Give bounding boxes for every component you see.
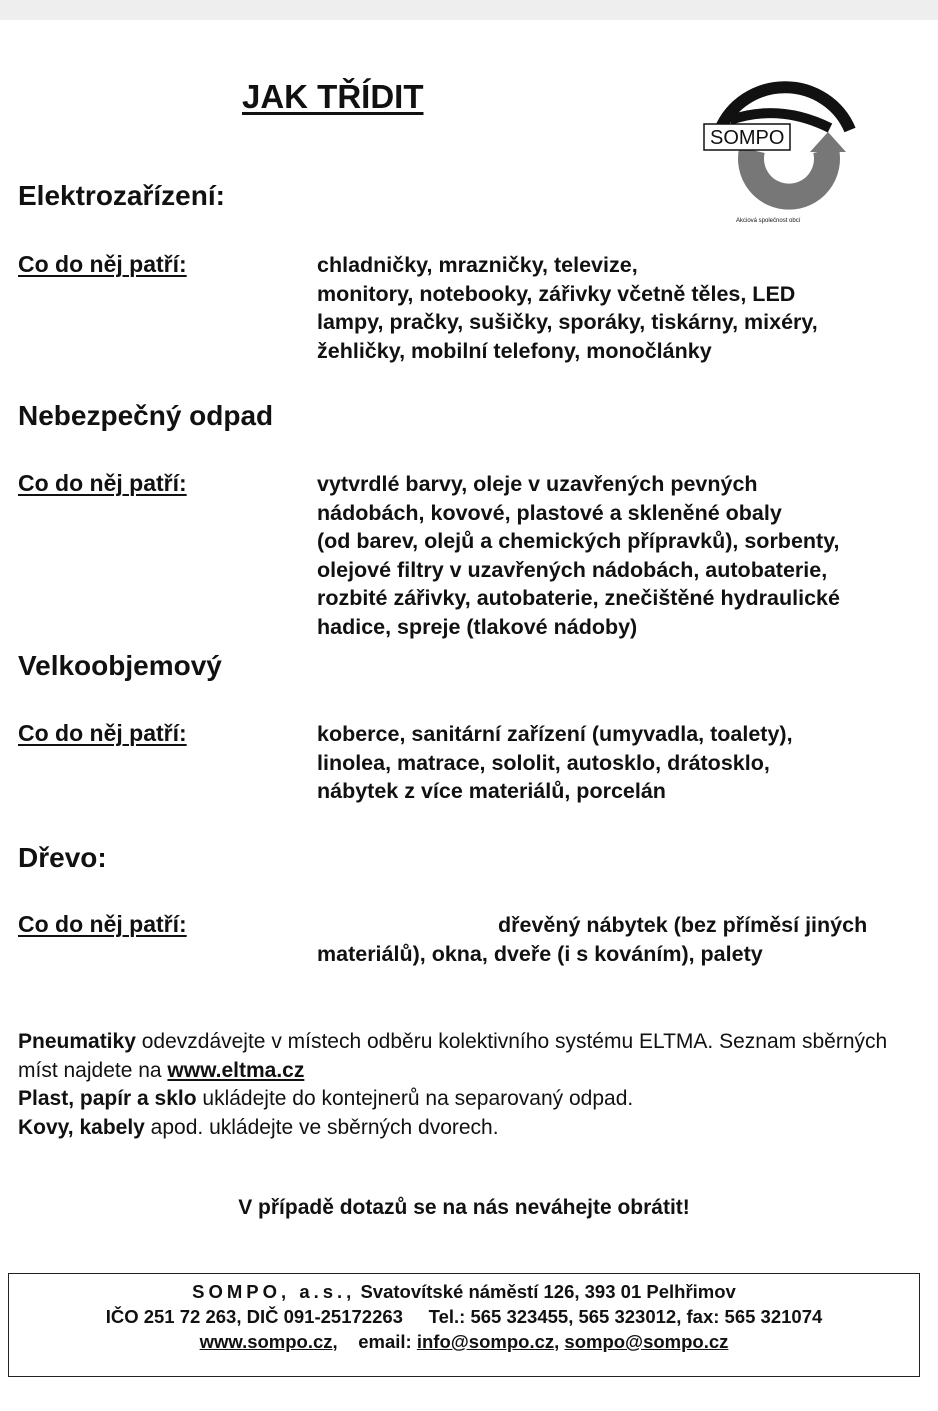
item-line: linolea, matrace, sololit, autosklo, drátosklo, (317, 750, 770, 775)
footer-web-link[interactable]: www.sompo.cz (199, 1331, 333, 1352)
item-line: nádobách, kovové, plastové a skleněné obaly (317, 500, 782, 525)
item-line: rozbité zářivky, autobaterie, znečištěné hydraulické (317, 586, 840, 610)
note-text: odevzdávejte v místech odběru kolektivního systému ELTMA. Seznam sběrných míst najdete na (18, 1030, 888, 1082)
item-line: žehličky, mobilní telefony, monočlánky (317, 338, 712, 363)
section-label-nebezpecny: Co do něj patří: (18, 470, 187, 496)
notes-block (18, 1028, 923, 1142)
note-bold: Kovy, kabely (18, 1115, 145, 1139)
section-heading-velkoobjemovy: Velkoobjemový (18, 650, 222, 681)
item-line: olejové filtry v uzavřených nádobách, autobaterie, (317, 557, 828, 582)
footer-email-info[interactable]: info@sompo.cz (416, 1331, 555, 1352)
footer-address-line (9, 1279, 919, 1304)
item-line: chladničky, mrazničky, televize, (317, 253, 638, 277)
footer-phones: Tel.: 565 323455, 565 323012, fax: 565 321074 (428, 1306, 823, 1327)
section-heading-elektro: Elektrozařízení: (18, 180, 225, 211)
section-label-drevo: Co do něj patří: (18, 911, 187, 937)
page-title: JAK TŘÍDIT (242, 78, 424, 115)
item-line: materiálů), okna, dveře (i s kováním), palety (317, 941, 763, 966)
logo-arrow-head (810, 132, 846, 152)
sompo-logo (700, 68, 870, 228)
footer-ids: IČO 251 72 263, DIČ 091-25172263 (105, 1306, 403, 1327)
logo-text: SOMPO (710, 127, 785, 149)
note-text: apod. ukládejte ve sběrných dvorech. (144, 1115, 499, 1139)
section-items-elektro (317, 251, 917, 365)
section-items-velkoobjemovy (317, 720, 917, 806)
section-label-velkoobjemovy: Co do něj patří: (18, 720, 187, 746)
logo-arrow-ring (751, 150, 827, 197)
note-bold: Plast, papír a sklo (18, 1087, 197, 1110)
closing-message: V případě dotazů se na nás neváhejte obrátit! (238, 1196, 690, 1219)
item-line: monitory, notebooky, zářivky včetně těles, LED (317, 281, 796, 306)
section-items-nebezpecny (317, 470, 917, 641)
item-line: vytvrdlé barvy, oleje v uzavřených pevných (317, 472, 758, 496)
item-line: (od barev, olejů a chemických přípravků), sorbenty, (317, 529, 840, 553)
section-items-drevo (317, 911, 917, 968)
note-pneumatiky (18, 1028, 923, 1085)
item-line: nábytek z více materiálů, porcelán (317, 779, 666, 803)
item-line: koberce, sanitární zařízení (umyvadla, toalety), (317, 722, 793, 746)
top-margin-strip (0, 0, 938, 20)
eltma-link[interactable]: www.eltma.cz (167, 1058, 305, 1082)
footer-company: SOMPO, a.s., (192, 1281, 356, 1302)
logo-caption: Akciová společnost obcí (736, 218, 801, 224)
note-text: ukládejte do kontejnerů na separovaný odpad. (196, 1087, 634, 1110)
footer-address: Svatovítské náměstí 126, 393 01 Pelhřimov (355, 1281, 736, 1302)
section-heading-nebezpecny: Nebezpečný odpad (18, 400, 274, 431)
footer-web-line: www.sompo.cz, email: info@sompo.cz, sompo@sompo.cz (199, 1331, 729, 1352)
section-label-elektro: Co do něj patří: (18, 251, 187, 277)
footer-email-label: email: (358, 1331, 412, 1352)
item-line: dřevěný nábytek (bez příměsí jiných (498, 913, 868, 937)
footer-ids-line (9, 1304, 919, 1329)
item-line: hadice, spreje (tlakové nádoby) (317, 614, 638, 639)
note-kovy (18, 1114, 923, 1143)
section-heading-drevo: Dřevo: (18, 842, 107, 873)
note-plast (18, 1085, 923, 1114)
footer-email-sompo[interactable]: sompo@sompo.cz (564, 1331, 729, 1352)
contact-footer (8, 1273, 920, 1377)
note-bold: Pneumatiky (18, 1030, 136, 1053)
item-line: lampy, pračky, sušičky, sporáky, tiskárny, mixéry, (317, 310, 818, 334)
